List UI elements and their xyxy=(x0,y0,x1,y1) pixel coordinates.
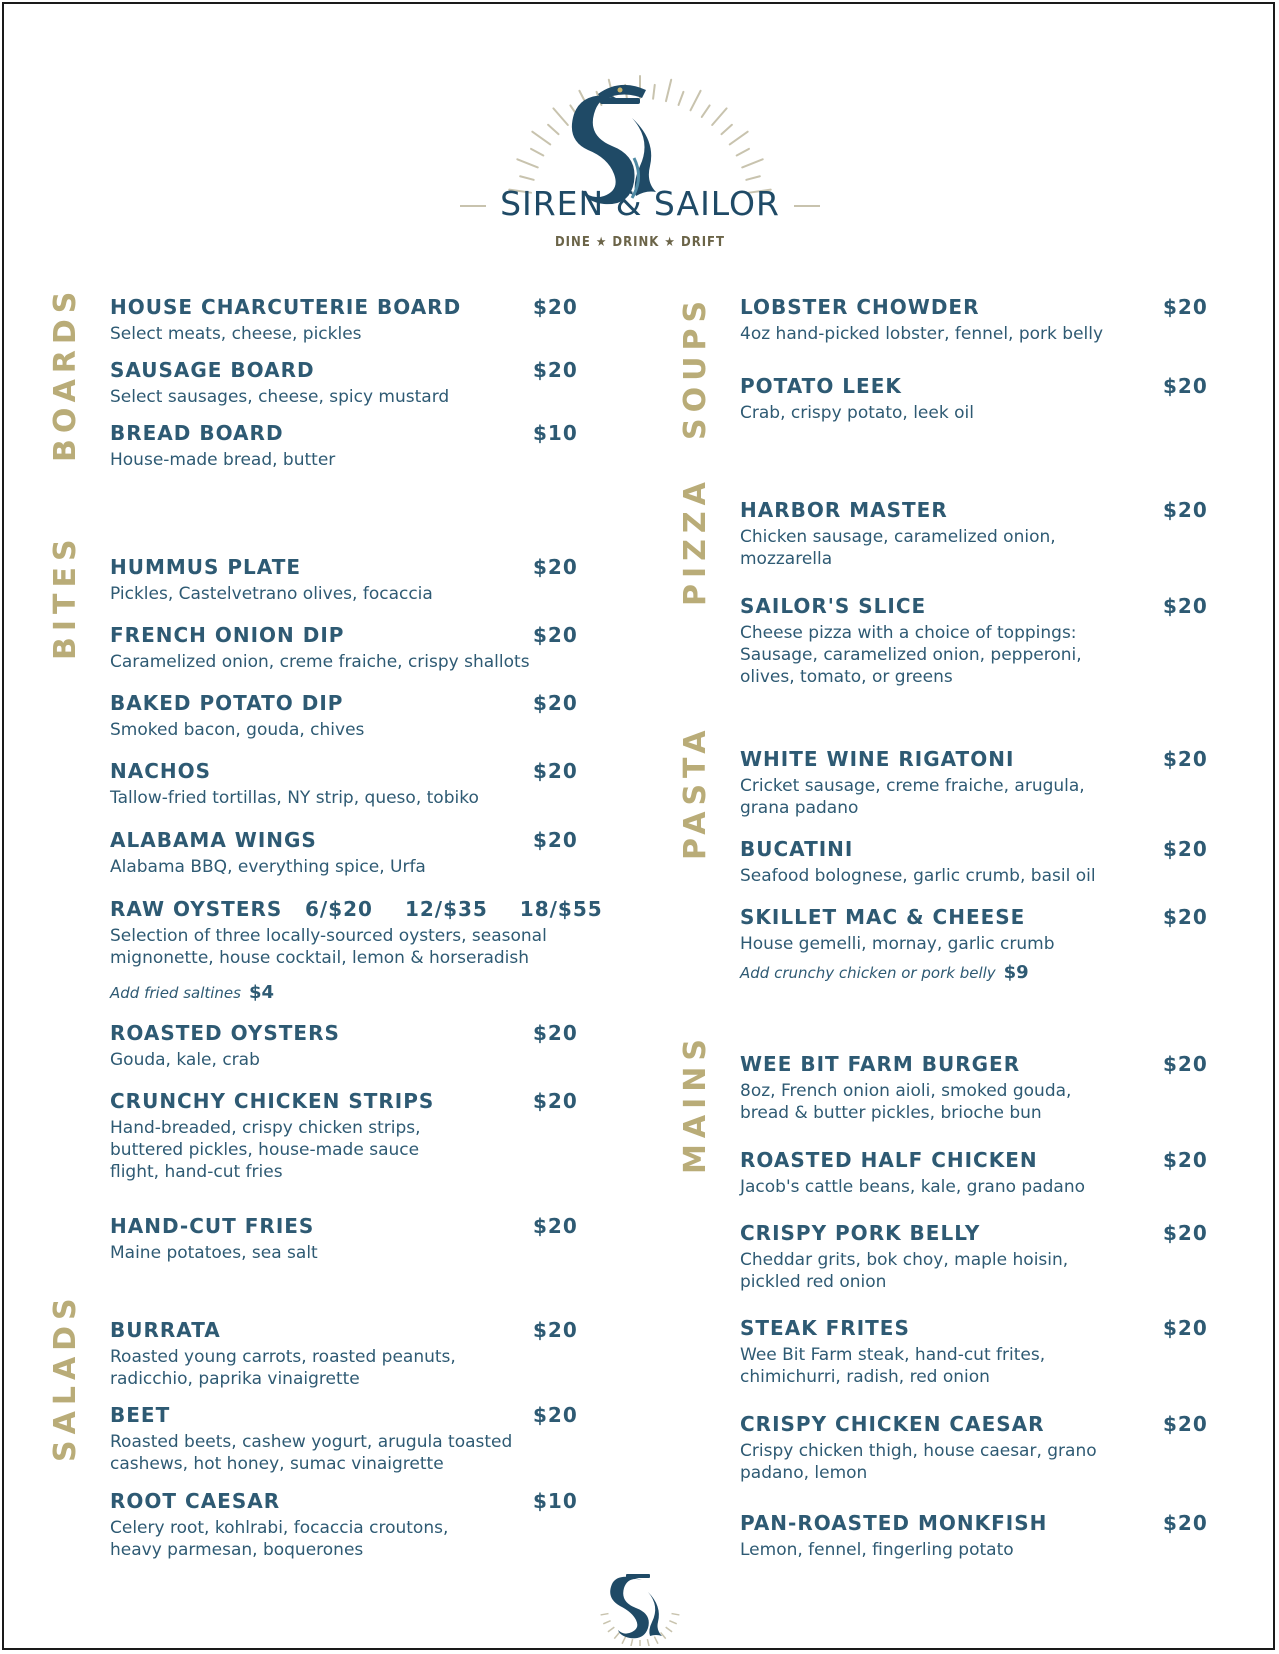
item-price: $20 xyxy=(533,759,578,783)
item-price: $20 xyxy=(533,1021,578,1045)
item-price: $20 xyxy=(533,295,578,319)
item-name: SAUSAGE BOARD xyxy=(110,358,315,382)
item-description: 8oz, French onion aioli, smoked gouda, bread & butter pickles, brioche bun xyxy=(740,1081,1072,1123)
item-name: BREAD BOARD xyxy=(110,421,284,445)
item-name: ALABAMA WINGS xyxy=(110,828,317,852)
item-description: Chicken sausage, caramelized onion, mozzarella xyxy=(740,527,1056,569)
item-description: Selection of three locally-sourced oysters, seasonal mignonette, house cocktail, lemon & horseradish xyxy=(110,926,547,968)
item-price: $20 xyxy=(1163,1511,1208,1535)
section-label-bites: BITES xyxy=(48,533,83,660)
menu-item xyxy=(740,1413,1210,1484)
menu-item xyxy=(740,748,1210,819)
menu-item xyxy=(740,499,1210,570)
item-price: $20 xyxy=(1163,374,1208,398)
sunburst-ray xyxy=(702,105,710,117)
item-name: HOUSE CHARCUTERIE BOARD xyxy=(110,295,462,319)
menu-item xyxy=(740,375,1210,424)
item-price: $20 xyxy=(1163,1052,1208,1076)
sunburst-ray xyxy=(654,1637,658,1644)
sunburst-ray xyxy=(608,1627,614,1632)
item-price: $10 xyxy=(533,1489,578,1513)
sunburst-ray xyxy=(679,92,684,105)
item-description: Cricket sausage, creme fraiche, arugula, grana padano xyxy=(740,776,1085,818)
menu-item xyxy=(740,1222,1210,1293)
item-price: $20 xyxy=(533,1318,578,1342)
item-description: Gouda, kale, crab xyxy=(110,1050,260,1070)
item-price: $20 xyxy=(533,828,578,852)
item-name: WHITE WINE RIGATONI xyxy=(740,747,1015,771)
sunburst-ray xyxy=(742,159,762,167)
price-twelve: 12/$35 xyxy=(404,897,488,921)
menu-item xyxy=(740,906,1210,955)
menu-item xyxy=(110,1215,580,1264)
item-name: CRISPY CHICKEN CAESAR xyxy=(740,1412,1045,1436)
sunburst-ray xyxy=(746,176,760,180)
price-six: 6/$20 xyxy=(305,897,373,921)
item-description: Select sausages, cheese, spicy mustard xyxy=(110,387,450,407)
section-label-salads: SALADS xyxy=(48,1292,83,1462)
item-description: House-made bread, butter xyxy=(110,450,336,470)
sunburst-ray xyxy=(548,125,558,134)
item-description: Tallow-fried tortillas, NY strip, queso, tobiko xyxy=(110,788,479,808)
brand-name: SIREN & SAILOR xyxy=(500,184,780,223)
menu-item xyxy=(740,1512,1210,1561)
menu-item xyxy=(110,1404,580,1475)
menu-item xyxy=(110,760,580,809)
item-name: ROASTED OYSTERS xyxy=(110,1021,340,1045)
sunburst-ray xyxy=(712,108,726,125)
addon-note xyxy=(740,962,1029,983)
item-description: Hand-breaded, crispy chicken strips, buttered pickles, house-made sauce flight, hand-cut fries xyxy=(110,1118,421,1182)
item-description: Roasted young carrots, roasted peanuts, radicchio, paprika vinaigrette xyxy=(110,1347,456,1389)
item-price: $20 xyxy=(533,1403,578,1427)
item-name: RAW OYSTERS xyxy=(110,897,283,921)
item-price: $20 xyxy=(533,623,578,647)
menu-item xyxy=(740,1053,1210,1124)
item-description: Cheese pizza with a choice of toppings: Sausage, caramelized onion, pepperoni, olives, tomato, or greens xyxy=(740,623,1082,687)
item-description: House gemelli, mornay, garlic crumb xyxy=(740,934,1055,954)
sunburst-ray xyxy=(603,1621,610,1624)
item-price: $20 xyxy=(1163,905,1208,929)
item-name: STEAK FRITES xyxy=(740,1316,910,1340)
addon-text: Add fried saltines xyxy=(110,984,241,1002)
item-name: BURRATA xyxy=(110,1318,221,1342)
sunburst-ray xyxy=(669,1621,676,1624)
menu-item xyxy=(740,1317,1210,1388)
footer-logo-icon xyxy=(592,1562,688,1646)
item-name: SKILLET MAC & CHEESE xyxy=(740,905,1026,929)
item-name: SAILOR'S SLICE xyxy=(740,594,927,618)
item-name: PAN-ROASTED MONKFISH xyxy=(740,1511,1048,1535)
menu-item xyxy=(110,556,580,605)
item-name: FRENCH ONION DIP xyxy=(110,623,345,647)
menu-item xyxy=(740,1149,1210,1198)
item-description: Seafood bolognese, garlic crumb, basil oil xyxy=(740,866,1096,886)
item-name: HUMMUS PLATE xyxy=(110,555,302,579)
item-name: NACHOS xyxy=(110,759,212,783)
item-name: BAKED POTATO DIP xyxy=(110,691,344,715)
price-eighteen: 18/$55 xyxy=(519,897,603,921)
menu-item xyxy=(110,829,580,878)
item-price: $20 xyxy=(1163,1316,1208,1340)
item-description: Pickles, Castelvetrano olives, focaccia xyxy=(110,584,433,604)
section-label-soups: SOUPS xyxy=(678,294,713,440)
item-price: $20 xyxy=(533,1214,578,1238)
item-name: BUCATINI xyxy=(740,837,854,861)
item-description: Select meats, cheese, pickles xyxy=(110,324,362,344)
menu-item xyxy=(110,692,580,741)
item-description: Crab, crispy potato, leek oil xyxy=(740,403,974,423)
item-description: Cheddar grits, bok choy, maple hoisin, pickled red onion xyxy=(740,1250,1069,1292)
item-description: Crispy chicken thigh, house caesar, grano padano, lemon xyxy=(740,1441,1097,1483)
sunburst-ray xyxy=(666,1627,672,1632)
addon-price: $9 xyxy=(1003,962,1029,983)
item-name: ROOT CAESAR xyxy=(110,1489,281,1513)
item-name: ROASTED HALF CHICKEN xyxy=(740,1148,1038,1172)
menu-item-raw-oysters xyxy=(110,897,603,969)
menu-item xyxy=(740,838,1210,887)
sunburst-ray xyxy=(672,1614,680,1615)
sunburst-ray xyxy=(691,91,701,111)
addon-text: Add crunchy chicken or pork belly xyxy=(740,964,996,982)
item-description: 4oz hand-picked lobster, fennel, pork belly xyxy=(740,324,1104,344)
addon-price: $4 xyxy=(248,982,275,1003)
item-price: $20 xyxy=(1163,594,1208,618)
item-price: $20 xyxy=(1163,498,1208,522)
menu-item xyxy=(110,422,580,471)
sunburst-ray xyxy=(737,149,749,156)
sunburst-ray xyxy=(531,149,543,156)
tagline: DINE ★ DRINK ★ DRIFT xyxy=(554,235,726,250)
item-name: BEET xyxy=(110,1403,171,1427)
sunburst-ray xyxy=(622,1637,626,1644)
item-description: Roasted beets, cashew yogurt, arugula toasted cashews, hot honey, sumac vinaigrette xyxy=(110,1432,513,1474)
menu-item xyxy=(110,1022,580,1071)
item-description: Smoked bacon, gouda, chives xyxy=(110,720,365,740)
section-label-mains: MAINS xyxy=(678,1033,713,1174)
sunburst-ray xyxy=(647,1639,649,1646)
sunburst-ray xyxy=(653,85,655,99)
menu-item xyxy=(110,296,580,345)
section-label-boards: BOARDS xyxy=(48,285,83,462)
item-description: Wee Bit Farm steak, hand-cut frites, chimichurri, radish, red onion xyxy=(740,1345,1046,1387)
oyster-prices xyxy=(305,898,603,920)
item-price: $20 xyxy=(1163,837,1208,861)
item-price: $20 xyxy=(1163,295,1208,319)
siren-sailor-logo xyxy=(460,38,820,258)
sunburst-ray xyxy=(666,80,671,101)
item-name: CRISPY PORK BELLY xyxy=(740,1221,981,1245)
sunburst-ray xyxy=(517,159,537,167)
menu-item xyxy=(110,1319,580,1390)
sunburst-ray xyxy=(730,132,748,145)
menu-item xyxy=(110,359,580,408)
item-description: Lemon, fennel, fingerling potato xyxy=(740,1540,1014,1560)
sunburst-ray xyxy=(631,1639,633,1646)
item-price: $20 xyxy=(1163,1221,1208,1245)
item-name: LOBSTER CHOWDER xyxy=(740,295,980,319)
menu-item xyxy=(740,296,1210,345)
item-description: Caramelized onion, creme fraiche, crispy shallots xyxy=(110,652,530,672)
item-price: $10 xyxy=(533,421,578,445)
item-price: $20 xyxy=(533,1089,578,1113)
item-price: $20 xyxy=(533,555,578,579)
item-name: CRUNCHY CHICKEN STRIPS xyxy=(110,1089,435,1113)
menu-item xyxy=(740,595,1210,688)
item-price: $20 xyxy=(533,691,578,715)
item-name: WEE BIT FARM BURGER xyxy=(740,1052,1021,1076)
menu-item xyxy=(110,1490,580,1561)
item-description: Jacob's cattle beans, kale, grano padano xyxy=(740,1177,1086,1197)
item-price: $20 xyxy=(533,358,578,382)
section-label-pasta: PASTA xyxy=(678,724,713,860)
item-name: HAND-CUT FRIES xyxy=(110,1214,315,1238)
sunburst-ray xyxy=(520,176,534,180)
menu-item xyxy=(110,624,580,673)
addon-note xyxy=(110,982,274,1003)
item-description: Maine potatoes, sea salt xyxy=(110,1243,318,1263)
section-label-pizza: PIZZA xyxy=(678,476,713,606)
item-name: HARBOR MASTER xyxy=(740,498,948,522)
item-description: Celery root, kohlrabi, focaccia croutons, heavy parmesan, boquerones xyxy=(110,1518,449,1560)
menu-item xyxy=(110,1090,580,1183)
sunburst-ray xyxy=(614,1633,619,1639)
item-price: $20 xyxy=(1163,747,1208,771)
sunburst-ray xyxy=(601,1614,609,1615)
item-description: Alabama BBQ, everything spice, Urfa xyxy=(110,857,426,877)
item-price: $20 xyxy=(1163,1412,1208,1436)
item-price: $20 xyxy=(1163,1148,1208,1172)
sunburst-ray xyxy=(553,108,567,125)
sunburst-ray xyxy=(532,132,550,145)
sunburst-ray xyxy=(722,125,732,134)
item-name: POTATO LEEK xyxy=(740,374,902,398)
